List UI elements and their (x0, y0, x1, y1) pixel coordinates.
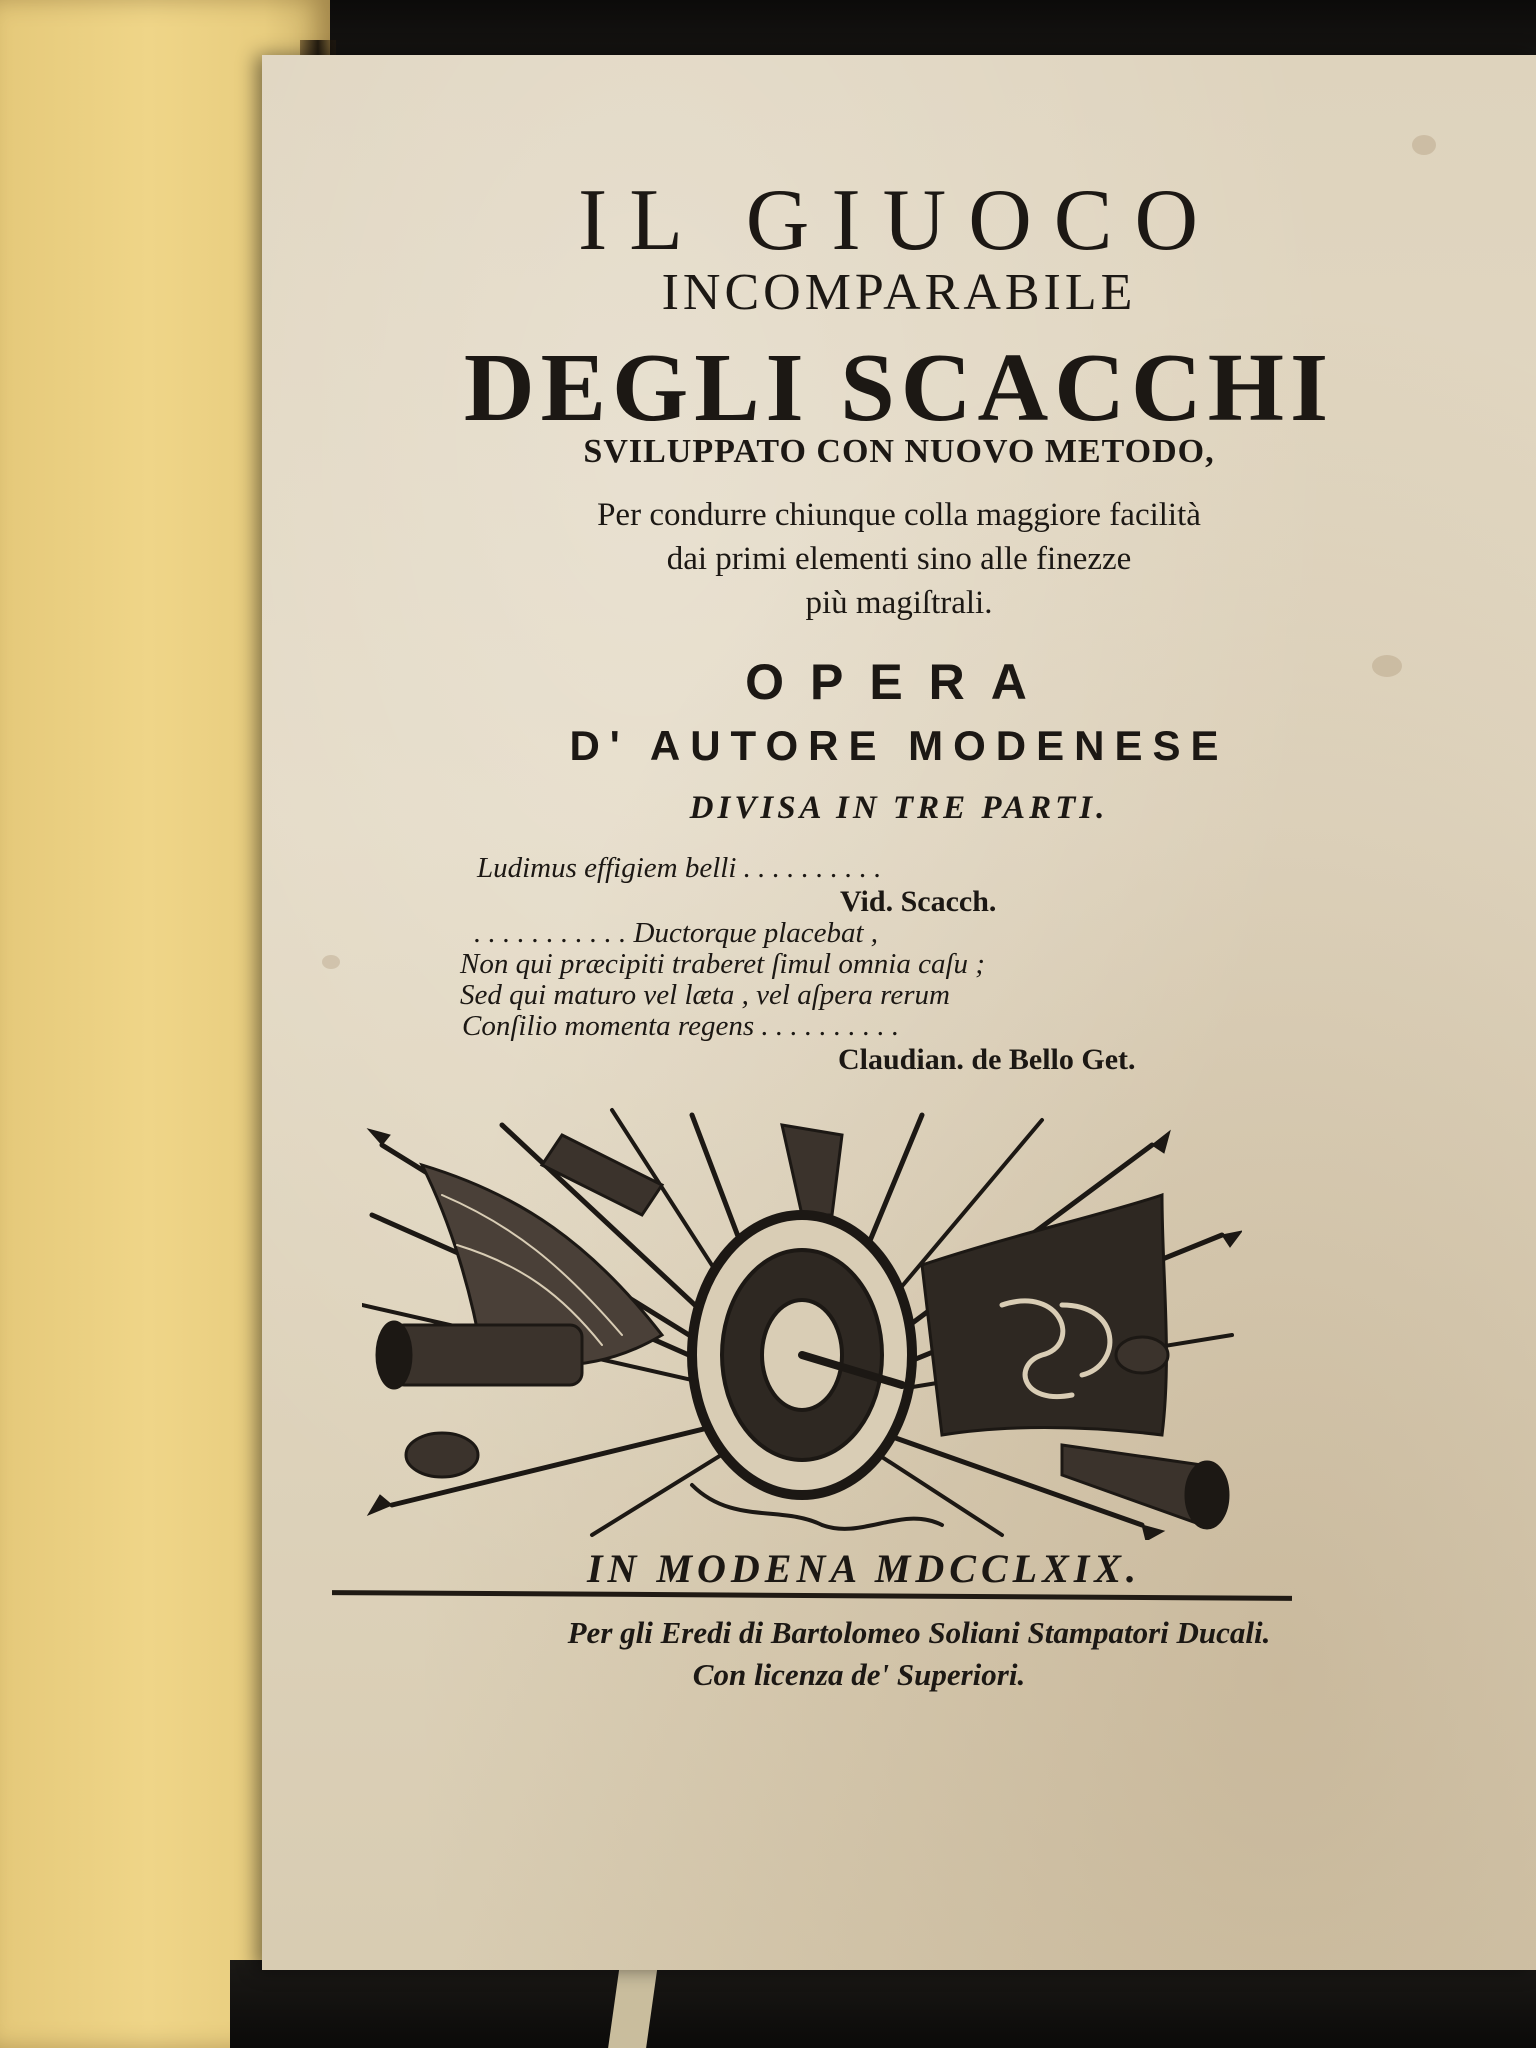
epigraph-line-2: . . . . . . . . . . . Ductorque placebat , (474, 917, 879, 949)
paper-stain (1412, 135, 1436, 155)
imprint-license: Con licenza de' Superiori. (692, 1657, 1026, 1692)
imprint-printer: Per gli Eredi di Bartolomeo Soliani Stampatori Ducali. (567, 1615, 1271, 1650)
background-bottom (230, 1960, 1536, 2048)
description-line-2: dai primi elementi sino alle finezze (666, 541, 1132, 577)
title-line-1: IL GIUOCO (578, 172, 1220, 269)
trophy-woodcut-ornament (362, 1105, 1242, 1540)
subtitle: SVILUPPATO CON NUOVO METODO, (583, 433, 1215, 470)
epigraph-source-2: Claudian. de Bello Get. (838, 1043, 1136, 1076)
description-line-1: Per condurre chiunque colla maggiore facilità (597, 497, 1201, 533)
epigraph-line-1: Ludimus effigiem belli . . . . . . . . . . (477, 852, 882, 884)
epigraph-line-4: Sed qui maturo vel læta , vel aſpera rerum (460, 979, 950, 1011)
title-page (262, 55, 1536, 1970)
description-line-3: più magiſtrali. (805, 585, 993, 621)
paper-stain (322, 955, 340, 969)
imprint-place-date: IN MODENA MDCCLXIX. (586, 1546, 1141, 1591)
title-line-3: DEGLI SCACCHI (463, 334, 1335, 442)
author-line: D' AUTORE MODENESE (569, 722, 1229, 769)
opera-heading: OPERA (745, 654, 1053, 710)
division-line: DIVISA IN TRE PARTI. (689, 790, 1109, 826)
epigraph-line-5: Conſilio momenta regens . . . . . . . . . . (462, 1010, 900, 1042)
epigraph-line-3: Non qui præcipiti traberet ſimul omnia caſu ; (460, 948, 985, 980)
title-line-2: INCOMPARABILE (661, 264, 1137, 321)
epigraph-source-1: Vid. Scacch. (840, 885, 997, 918)
